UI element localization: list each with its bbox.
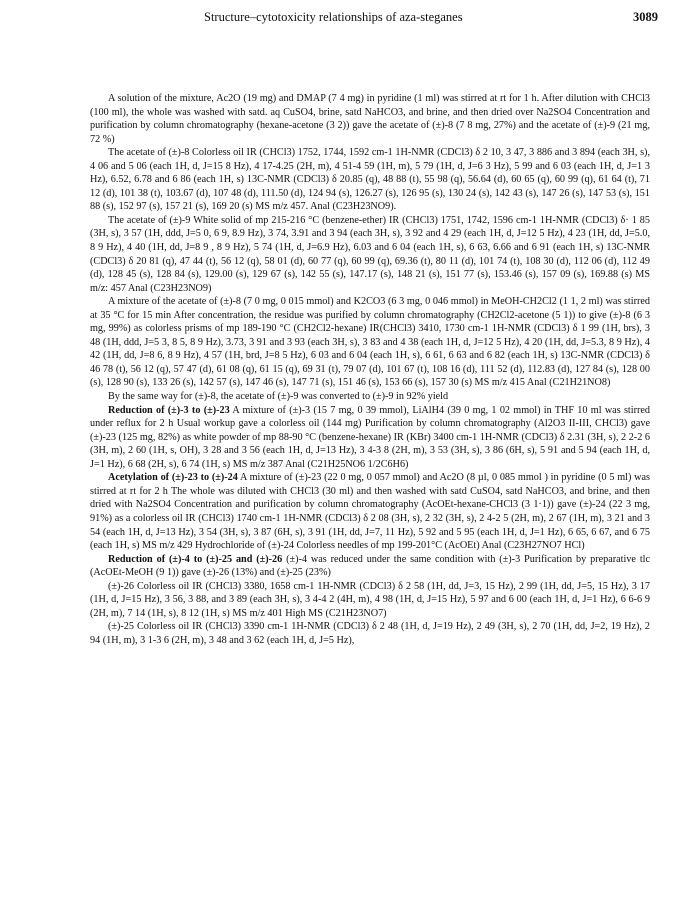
- paragraph-reduction-3: [90, 404, 650, 472]
- paragraph-acetylation-mixture: [90, 92, 650, 146]
- page-number: 3089: [633, 10, 658, 24]
- paragraph-compound-26: [90, 580, 650, 621]
- paragraph-text: A mixture of (±)-23 (22 0 mg, 0 057 mmol) and Ac2O (8 µl, 0 085 mmol ) in pyridine (0 5 ml) was stirred at rt for 2 h The whole was diluted with CHCl3 (30 ml) and then washed with satd CuSO4, satd NaHCO3, and brine, and then dried with Na2SO4 Concentration and purification by column chromatography (AcOEt-hexane-CHCl3 (3 1·1)) gave (±)-24 (22 3 mg, 91%) as a colorless oil IR (CHCl3) 1740 cm-1 1H-NMR (CDCl3) δ 2 08 (3H, s), 2 32 (3H, s), 2 4-2 5 (2H, m), 2 67 (1H, m), 3 21 and 3 54 (each 1H, d, J=13 Hz), 3 54 (3H, s), 3 87 (6H, s), 3 91 (1H, dd, J=7, 11 Hz), 5 92 and 5 95 (each 1H, d, J=1 Hz), 6 65, 6 67, and 6 75 (each 1H, s) MS m/z 429 Hydrochloride of (±)-24 Colorless needles of mp 199-201°C (AcOEt) Anal (C23H27NO7 HCl): [90, 472, 650, 552]
- paragraph-acetate-9: [90, 214, 650, 295]
- paragraph-conversion-9: [90, 390, 650, 404]
- paragraph-compound-25: [90, 620, 650, 647]
- paragraph-text: A mixture of (±)-3 (15 7 mg, 0 39 mmol), LiAlH4 (39 0 mg, 1 02 mmol) in THF 10 ml was stirred under reflux for 2 h Usual workup gave a colorless oil (144 mg) Purification by column chromatography (Al2O3 II-III, CHCl3) gave (±)-23 (125 mg, 82%) as white powder of mp 88-90 °C (benzene-hexane) IR (KBr) 3400 cm-1 1H-NMR (CDCl3) δ 2.31 (3H, s), 2 2-2 6 (3H, m), 2 60 (1H, s, OH), 3 28 and 3 56 (each 1H, d, J=13 Hz), 3 4-3 8 (2H, m), 3 53 (3H, s), 3 86 (6H, s), 5 91 and 5 94 (each 1H, d, J=1 Hz), 6 68 (2H, s), 6 74 (1H, s) MS m/z 387 Anal (C21H25NO6 1/2C6H6): [90, 404, 650, 470]
- paragraph-heading: Acetylation of (±)-23 to (±)-24: [108, 472, 238, 484]
- paragraph-text: By the same way for (±)-8, the acetate of (±)-9 was converted to (±)-9 in 92% yield: [108, 391, 449, 403]
- paragraph-heading: Reduction of (±)-3 to (±)-23: [108, 404, 230, 416]
- paragraph-hydrolysis-8: [90, 295, 650, 390]
- running-header: [98, 10, 658, 26]
- paragraph-text: The acetate of (±)-9 White solid of mp 215-216 °C (benzene-ether) IR (CHCl3) 1751, 1742, 1596 cm-1 1H-NMR (CDCl3) δ· 1 85 (3H, s), 3 57 (1H, ddd, J=5 0, 6 9, 8.9 Hz), 3 74, 3.91 and 3 94 (each 3H, s), 3 92 and 4 29 (each 1H, d, J=12 5 Hz), 4 23 (1H, dd, J=5.0, 8 9 Hz), 4 40 (1H, dd, J=8 9 , 8 9 Hz), 5 74 (1H, d, J=6.9 Hz), 6.03 and 6 04 (each 1H, s), 6 63, 6.66 and 6 91 (each 1H, s) 13C-NMR (CDCl3) δ 20 81 (q), 47 44 (t), 56 12 (q), 58 01 (d), 60 77 (q), 60 99 (q), 69.36 (t), 80 11 (d), 101 74 (t), 108 30 (d), 112 06 (d), 112 49 (d), 128 45 (s), 128 84 (s), 129.00 (s), 129 67 (s), 142 55 (s), 147.17 (s), 148 21 (s), 151 77 (s), 153.46 (s), 157 09 (s), 169.88 (s) MS m/z: 457 Anal (C23H23NO9): [90, 214, 650, 294]
- paragraph-text: (±)-26 Colorless oil IR (CHCl3) 3380, 1658 cm-1 1H-NMR (CDCl3) δ 2 58 (1H, dd, J=3, 15 Hz), 2 99 (1H, dd, J=5, 15 Hz), 3 17 (1H, d, J=15 Hz), 3 56, 3 88, and 3 89 (each 3H, s), 3 4-4 2 (4H, m), 4 98 (1H, d, J=15 Hz), 5 97 and 6 00 (each 1H, d, J=1 Hz), 6 6-6 9 (2H, m), 7 14 (1H, s), 8 12 (1H, s) MS m/z 401 High MS (C21H23NO7): [90, 580, 650, 619]
- paragraph-heading: Reduction of (±)-4 to (±)-25 and (±)-26: [108, 553, 283, 565]
- experimental-section: [90, 92, 650, 647]
- paragraph-text: A solution of the mixture, Ac2O (19 mg) and DMAP (7 4 mg) in pyridine (1 ml) was stirred at rt for 1 h. After dilution with CHCl3 (100 ml), the whole was washed with satd. aq CuSO4, brine, satd NaHCO3, and brine, and then dried over Na2SO4 Concentration and purification by column chromatography (hexane-acetone (3 2)) gave the acetate of (±)-8 (7 8 mg, 27%) and the acetate of (±)-9 (21 mg, 72 %): [90, 93, 650, 145]
- running-title: Structure–cytotoxicity relationships of aza-steganes: [204, 10, 463, 24]
- paragraph-acetylation-23: [90, 471, 650, 552]
- paragraph-text: A mixture of the acetate of (±)-8 (7 0 mg, 0 015 mmol) and K2CO3 (6 3 mg, 0 046 mmol) in MeOH-CH2Cl2 (1 1, 2 ml) was stirred at 35 °C for 15 min After concentration, the residue was purified by column chromatography (CH2Cl2-acetone (5 1)) to give (±)-8 (6 3 mg, 99%) as colorless prisms of mp 189-190 °C (CH2Cl2-hexane) IR(CHCl3) 3410, 1730 cm-1 1H-NMR (CDCl3) δ 1 99 (1H, brs), 3 48 (1H, ddd, J=5 3, 8 5, 8 9 Hz), 3.73, 3 91 and 3 93 (each 3H, s), 3 83 and 4 38 (each 1H, d, J=12 5 Hz), 4 20 (1H, dd, J=5.3, 8 9 Hz), 4 42 (1H, dd, J=8 6, 8 9 Hz), 4 57 (1H, brd, J=8 5 Hz), 6 03 and 6 04 (each 1H, s), 6 61, 6 63 and 6 82 (each 1H, s) 13C-NMR (CDCl3) δ 46 78 (t), 56 12 (q), 57 47 (d), 61 08 (q), 61 15 (q), 69 31 (t), 79 07 (d), 101 67 (t), 108 16 (d), 111 52 (d), 112.83 (d), 127 84 (s), 128 00 (s), 128 90 (s), 133 26 (s), 142 57 (s), 147 46 (s), 147 71 (s), 151 46 (s), 153 66 (s), 157 30 (s) MS m/z 415 Anal (C21H21NO8): [90, 296, 650, 389]
- paragraph-text: (±)-4 was reduced under the same condition with (±)-3 Purification by preparative tlc (AcOEt-MeOH (9 1)) gave (±)-26 (13%) and (±)-25 (23%): [90, 553, 650, 579]
- paragraph-acetate-8: [90, 146, 650, 214]
- paragraph-text: (±)-25 Colorless oil IR (CHCl3) 3390 cm-1 1H-NMR (CDCl3) δ 2 48 (1H, d, J=19 Hz), 2 49 (3H, s), 2 70 (1H, dd, J=2, 19 Hz), 2 94 (1H, m), 3 1-3 6 (2H, m), 3 48 and 3 62 (each 1H, d, J=5 Hz),: [90, 621, 650, 646]
- paragraph-reduction-4: [90, 553, 650, 580]
- paragraph-text: The acetate of (±)-8 Colorless oil IR (CHCl3) 1752, 1744, 1592 cm-1 1H-NMR (CDCl3) δ 2 10, 3 47, 3 886 and 3 894 (each 3H, s), 4 06 and 5 06 (each 1H, d, J=15 8 Hz), 4 17-4.25 (2H, m), 4 51-4 59 (1H, m), 5 79 (1H, d, J=6 3 Hz), 5 99 and 6 03 (each 1H, d, J=1 3 Hz), 6.52, 6.78 and 6 86 (each 1H, s) 13C-NMR (CDCl3) δ 20.85 (q), 48 88 (t), 55 98 (q), 56.64 (d), 60 65 (q), 60 99 (q), 61 64 (t), 71 12 (d), 101 38 (t), 103.67 (d), 107 48 (d), 111.50 (d), 124 94 (s), 126.27 (s), 126 95 (s), 130 24 (s), 142 43 (s), 147 26 (s), 147 53 (s), 151 88 (s), 152 97 (s), 157 21 (s), 169 20 (s) MS m/z 457. Anal (C23H23NO9).: [90, 147, 650, 213]
